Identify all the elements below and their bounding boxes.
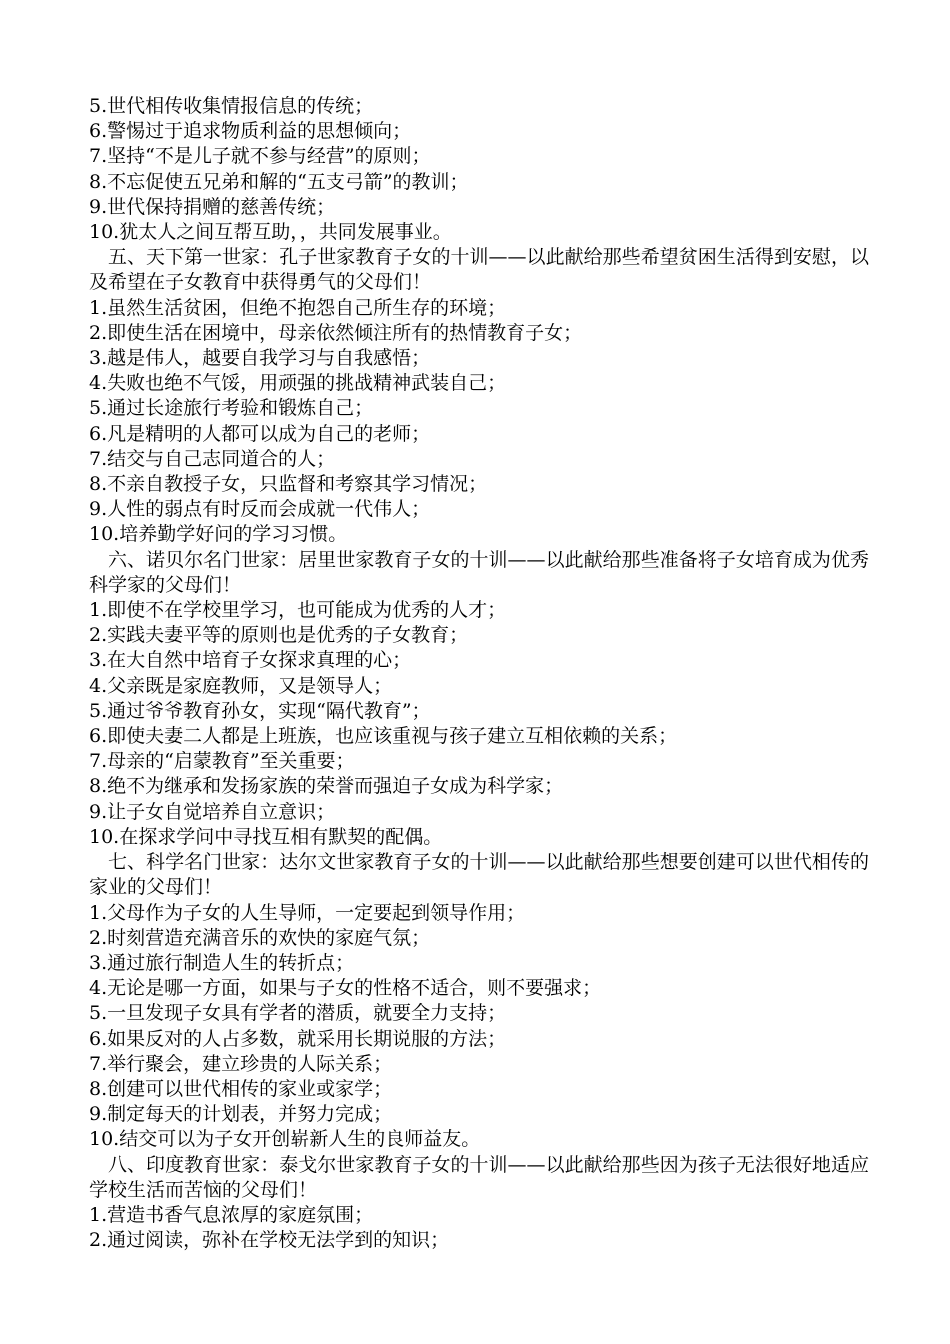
list-item: 7.坚持“不是儿子就不参与经营”的原则； [89,145,431,168]
document-page [89,94,869,1253]
list-item: 1.虽然生活贫困，但绝不抱怨自己所生存的环境； [89,296,507,319]
top-list [89,94,869,245]
list-item: 3.在大自然中培育子女探求真理的心； [89,649,412,672]
list-item: 6.凡是精明的人都可以成为自己的老师； [89,422,431,445]
list-item: 5.一旦发现子女具有学者的潜质，就要全力支持； [89,1002,507,1025]
list-item: 2.即使生活在困境中，母亲依然倾注所有的热情教育子女； [89,321,583,344]
list-item: 5.通过长途旅行考验和锻炼自己； [89,397,374,420]
list-item: 8.绝不为继承和发扬家族的荣誉而强迫子女成为科学家； [89,775,564,798]
list-item: 1.父母作为子女的人生导师，一定要起到领导作用； [89,901,526,924]
list-item: 3.通过旅行制造人生的转折点； [89,951,355,974]
list-item: 6.如果反对的人占多数，就采用长期说服的方法； [89,1027,507,1050]
list-item: 10.结交可以为子女开创崭新人生的良师益友。 [89,1128,481,1151]
list-item: 5.通过爷爷教育孙女，实现“隔代教育”； [89,699,431,722]
list-item: 4.失败也绝不气馁，用顽强的挑战精神武装自己； [89,372,507,395]
list-item: 3.越是伟人，越要自我学习与自我感悟； [89,347,431,370]
list-item: 1.营造书香气息浓厚的家庭氛围； [89,1203,374,1226]
list-item: 9.世代保持捐赠的慈善传统； [89,195,336,218]
list-item: 2.通过阅读，弥补在学校无法学到的知识； [89,1229,450,1252]
list-item: 6.即使夫妻二人都是上班族，也应该重视与孩子建立互相依赖的关系； [89,725,678,748]
list-item: 9.人性的弱点有时反而会成就一代伟人； [89,498,431,521]
section-tagore [89,1153,869,1254]
list-item: 6.警惕过于追求物质利益的思想倾向； [89,120,412,143]
list-item: 5.世代相传收集情报信息的传统； [89,95,374,117]
list-item: 9.让子女自觉培养自立意识； [89,800,336,823]
section-heading: 五、天下第一世家：孔子世家教育子女的十训——以此献给那些希望贫困生活得到安慰，以及希望在子女教育中获得勇气的父母们！ [89,246,869,294]
list-item: 2.实践夫妻平等的原则也是优秀的子女教育； [89,624,469,647]
list-item: 10.培养勤学好问的学习习惯。 [89,523,348,546]
list-item: 4.父亲既是家庭教师，又是领导人； [89,674,393,697]
list-item: 8.创建可以世代相传的家业或家学； [89,1077,393,1100]
list-item: 4.无论是哪一方面，如果与子女的性格不适合，则不要强求； [89,977,602,1000]
list-item: 8.不忘促使五兄弟和解的“五支弓箭”的教训； [89,170,469,193]
list-item: 8.不亲自教授子女，只监督和考察其学习情况； [89,473,488,496]
section-heading: 七、科学名门世家：达尔文世家教育子女的十训——以此献给那些想要创建可以世代相传的家业的父母们！ [89,851,869,899]
section-darwin [89,850,869,1152]
list-item: 7.结交与自己志同道合的人； [89,447,336,470]
list-item: 7.举行聚会，建立珍贵的人际关系； [89,1052,393,1075]
list-item: 10.在探求学问中寻找互相有默契的配偶。 [89,825,443,848]
section-heading: 六、诺贝尔名门世家：居里世家教育子女的十训——以此献给那些准备将子女培育成为优秀科学家的父母们！ [89,548,869,596]
list-item: 10.犹太人之间互帮互助，，共同发展事业。 [89,221,452,244]
list-item: 9.制定每天的计划表，并努力完成； [89,1103,393,1126]
list-item: 7.母亲的“启蒙教育”至关重要； [89,750,355,773]
section-curie [89,548,869,850]
section-confucius [89,245,869,547]
list-item: 1.即使不在学校里学习，也可能成为优秀的人才； [89,599,507,622]
section-heading: 八、印度教育世家：泰戈尔世家教育子女的十训——以此献给那些因为孩子无法很好地适应学校生活而苦恼的父母们！ [89,1153,869,1201]
list-item: 2.时刻营造充满音乐的欢快的家庭气氛； [89,926,431,949]
